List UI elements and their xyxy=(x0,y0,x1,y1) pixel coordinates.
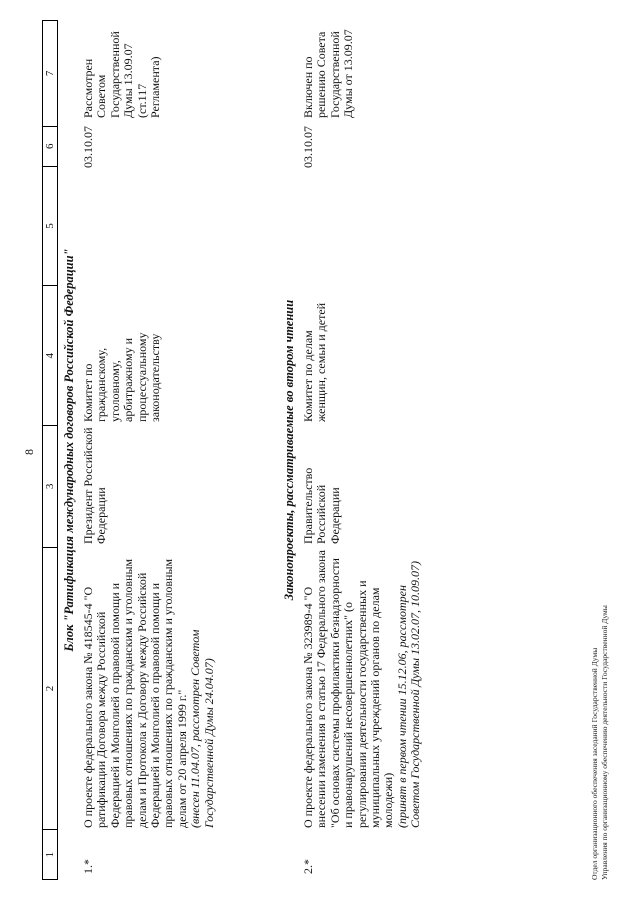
description-text: О проекте федерального закона № 418545-4 "О ратификации Договора между Российской Федерацией и Монголией о правовой помощи и правовых отношениях по гражданским и уголовным делам и Протокола к Договору между Российской Федерацией и Монголией о правовой помощи и правовых отношениях по гражданским и уголовным делам от 20 апреля 1999 г." xyxy=(81,558,189,828)
footer-line-1: Отдел организационного обеспечения заседаний Государственной Думы xyxy=(590,647,599,880)
row-description xyxy=(82,550,216,828)
row-number: 2.* xyxy=(301,859,315,874)
column-header-6: 6 xyxy=(43,126,57,166)
column-header-5: 5 xyxy=(43,166,57,286)
row-status: Включен по решению Совета Государственной Думы от 13.09.07 xyxy=(301,29,356,118)
column-header-row xyxy=(42,20,58,880)
description-text: О проекте федерального закона № 323989-4 "О внесении изменения в статью 17 Федерального закона "Об основах системы профилактики безнадзорности и правонарушений несовершеннолетних" (о регулировании деятельности государственных и муниципальных учреждений органов по делам молодежи) xyxy=(301,550,396,828)
column-header-1: 1 xyxy=(43,829,57,879)
row-initiator: Президент Российской Федерации xyxy=(81,427,109,544)
column-header-4: 4 xyxy=(43,285,57,425)
page-footer xyxy=(590,605,610,880)
column-header-2: 2 xyxy=(43,547,57,829)
row-status: Рассмотрен Советом Государственной Думы 13.09.07 (ст.117 Регламента) xyxy=(81,31,163,118)
row-description xyxy=(302,550,423,828)
section-title-ratification: Блок "Ратификация международных договоров Российской Федерации" xyxy=(62,248,76,652)
row-committee: Комитет по гражданскому, уголовному, арбитражному и процессуальному законодательству xyxy=(81,332,163,422)
column-header-3: 3 xyxy=(43,425,57,547)
row-initiator: Правительство Российской Федерации xyxy=(301,467,342,544)
document-page xyxy=(20,20,620,880)
description-note: (принят в первом чтении 15.12.06, рассмотрен Советом Государственной Думы 13.02.07, 10.09.07) xyxy=(394,560,423,828)
row-date: 03.10.07 xyxy=(301,126,315,168)
page-number: 8 xyxy=(22,449,36,455)
section-title-second-reading: Законопроекты, рассматриваемые во втором чтении xyxy=(282,299,296,601)
row-number: 1.* xyxy=(81,859,95,874)
description-note: (внесен 11.04.07, рассмотрен Советом Государственной Думы 24.04.07) xyxy=(188,629,216,828)
row-committee: Комитет по делам женщин, семьи и детей xyxy=(301,302,329,422)
column-header-7: 7 xyxy=(44,70,56,77)
footer-line-2: Управления по организационному обеспечению деятельности Государственной Думы xyxy=(600,605,609,880)
row-date: 03.10.07 xyxy=(81,126,95,168)
